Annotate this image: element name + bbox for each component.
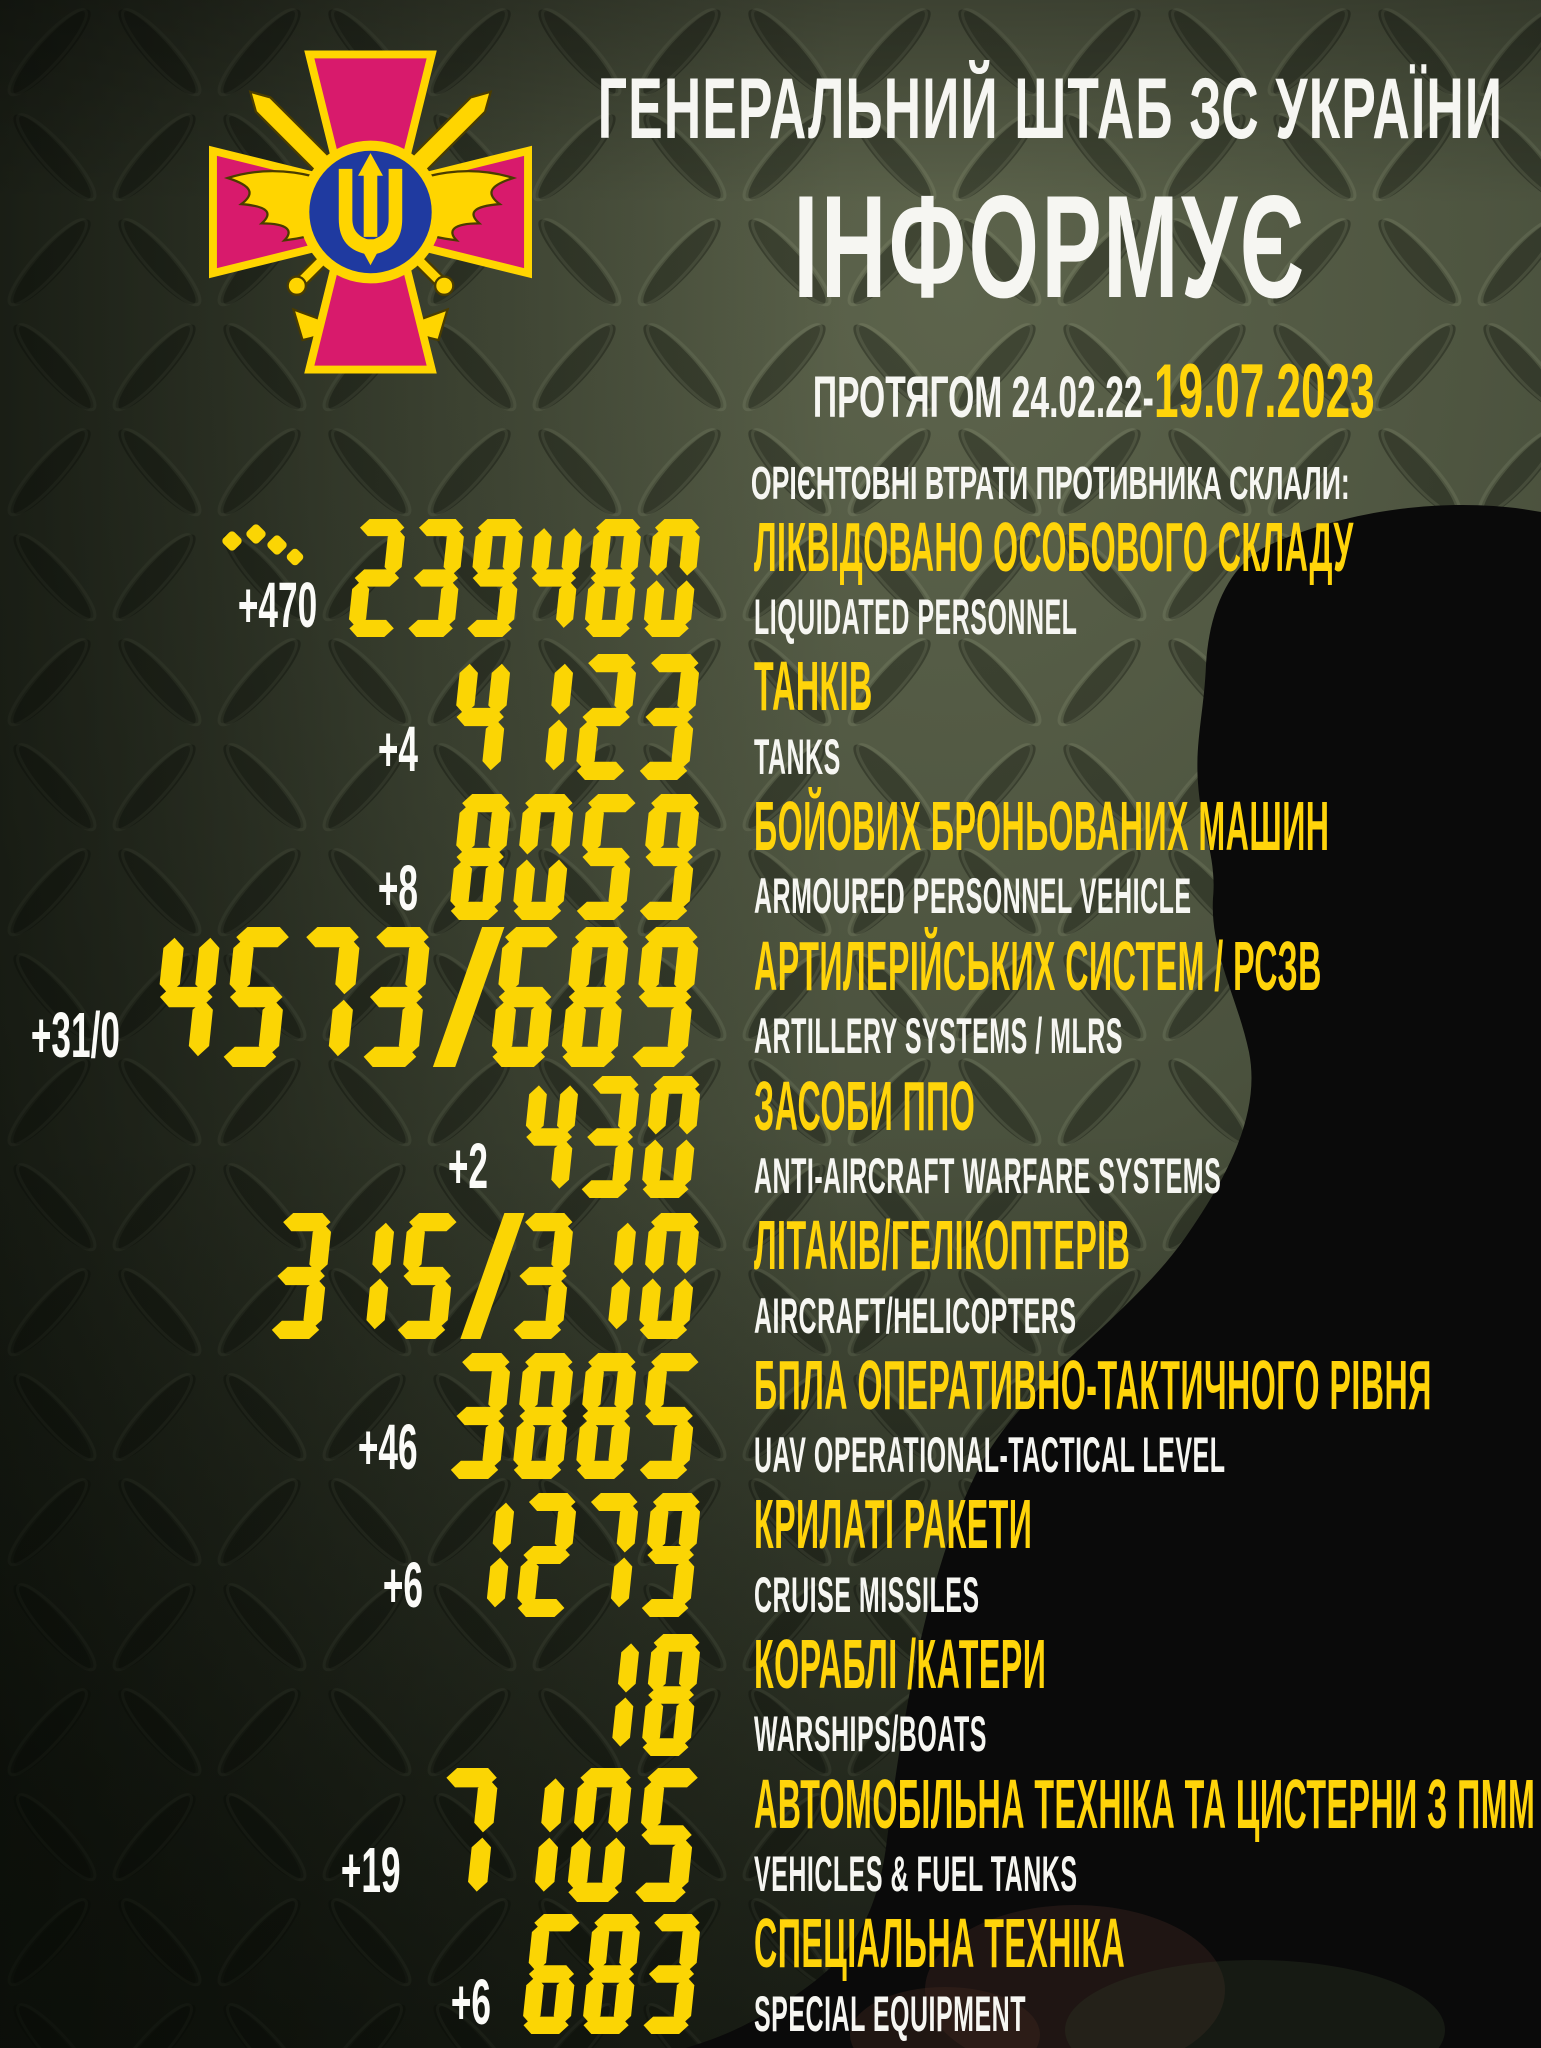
personnel-diamonds-icon <box>215 520 311 566</box>
loss-label-en: TANKS <box>754 728 841 785</box>
daily-increment: +46 <box>358 1410 418 1483</box>
loss-row-tanks <box>0 648 1541 788</box>
loss-label-ua: БОЙОВИХ БРОНЬОВАНИХ МАШИН <box>754 786 1330 865</box>
loss-label-ua: БПЛА ОПЕРАТИВНО-ТАКТИЧНОГО РІВНЯ <box>754 1345 1432 1424</box>
loss-label-ua: ТАНКІВ <box>754 647 873 726</box>
loss-value-digits <box>265 1213 712 1339</box>
loss-row-apv <box>0 787 1541 927</box>
loss-label-en: ARTILLERY SYSTEMS / MLRS <box>754 1008 1123 1065</box>
loss-label-ua: ЗАСОБИ ППО <box>754 1066 976 1145</box>
loss-label-en: SPECIAL EQUIPMENT <box>754 1985 1026 2042</box>
period-prefix: ПРОТЯГОМ 24.02.22- <box>812 365 1154 430</box>
loss-row-warships <box>0 1625 1541 1765</box>
loss-value-digits <box>517 1914 712 2034</box>
loss-label-ua: ЛІТАКІВ/ГЕЛІКОПТЕРІВ <box>754 1206 1131 1285</box>
loss-value-digits <box>146 927 712 1067</box>
loss-label-en: VEHICLES & FUEL TANKS <box>754 1846 1078 1903</box>
loss-label-ua: КРИЛАТІ РАКЕТИ <box>754 1485 1033 1564</box>
loss-row-personnel <box>0 508 1541 648</box>
loss-label-en: WARSHIPS/BOATS <box>754 1706 987 1763</box>
loss-label-ua: АВТОМОБІЛЬНА ТЕХНІКА ТА ЦИСТЕРНИ З ПММ <box>754 1764 1536 1843</box>
loss-label-ua: ЛІКВІДОВАНО ОСОБОВОГО СКЛАДУ <box>754 507 1354 586</box>
header <box>590 61 1510 509</box>
loss-row-uav <box>0 1346 1541 1486</box>
loss-value-digits <box>514 1076 712 1198</box>
daily-increment: +470 <box>237 568 317 641</box>
reporting-period <box>566 349 1534 434</box>
loss-value-digits <box>444 1353 712 1479</box>
subtitle: ОРІЄНТОВНІ ВТРАТИ ПРОТИВНИКА СКЛАЛИ: <box>750 457 1350 509</box>
loss-label-ua: КОРАБЛІ /КАТЕРИ <box>754 1624 1047 1703</box>
general-staff-emblem-icon <box>198 42 543 382</box>
loss-label-en: AIRCRAFT/HELICOPTERS <box>754 1287 1077 1344</box>
loss-value-digits <box>575 1634 712 1756</box>
loss-label-ua: АРТИЛЕРІЙСЬКИХ СИСТЕМ / РСЗВ <box>754 926 1322 1005</box>
daily-increment: +2 <box>447 1129 488 1202</box>
loss-value-digits <box>427 1768 712 1902</box>
loss-value-digits <box>444 654 712 780</box>
loss-row-artillery <box>0 926 1541 1071</box>
loss-value-digits <box>449 1493 712 1617</box>
daily-increment: +31/0 <box>30 998 120 1071</box>
daily-increment: +6 <box>450 1966 491 2039</box>
loss-row-vehicles <box>0 1765 1541 1905</box>
daily-increment: +19 <box>341 1833 401 1906</box>
daily-increment: +6 <box>382 1549 423 1622</box>
loss-label-en: LIQUIDATED PERSONNEL <box>754 589 1078 646</box>
org-title: ГЕНЕРАЛЬНИЙ ШТАБ ЗС УКРАЇНИ <box>597 61 1503 157</box>
loss-label-en: ARMOURED PERSONNEL VEHICLE <box>754 868 1192 925</box>
daily-increment: +8 <box>377 852 418 925</box>
loss-label-ua: СПЕЦІАЛЬНА ТЕХНІКА <box>754 1904 1126 1983</box>
period-end-date: 19.07.2023 <box>1153 349 1375 434</box>
daily-increment: +4 <box>377 712 418 785</box>
loss-row-cruise-missiles <box>0 1486 1541 1626</box>
loss-row-special-equipment <box>0 1904 1541 2044</box>
loss-label-en: UAV OPERATIONAL-TACTICAL LEVEL <box>754 1427 1226 1484</box>
loss-row-antiaircraft <box>0 1067 1541 1207</box>
loss-label-en: CRUISE MISSILES <box>754 1566 980 1623</box>
loss-row-aircraft <box>0 1206 1541 1346</box>
loss-value-digits <box>444 794 712 920</box>
loss-rows <box>0 508 1541 2044</box>
loss-label-en: ANTI-AIRCRAFT WARFARE SYSTEMS <box>754 1148 1222 1205</box>
informs-title: ІНФОРМУЄ <box>793 165 1307 328</box>
loss-value-digits <box>343 519 712 637</box>
